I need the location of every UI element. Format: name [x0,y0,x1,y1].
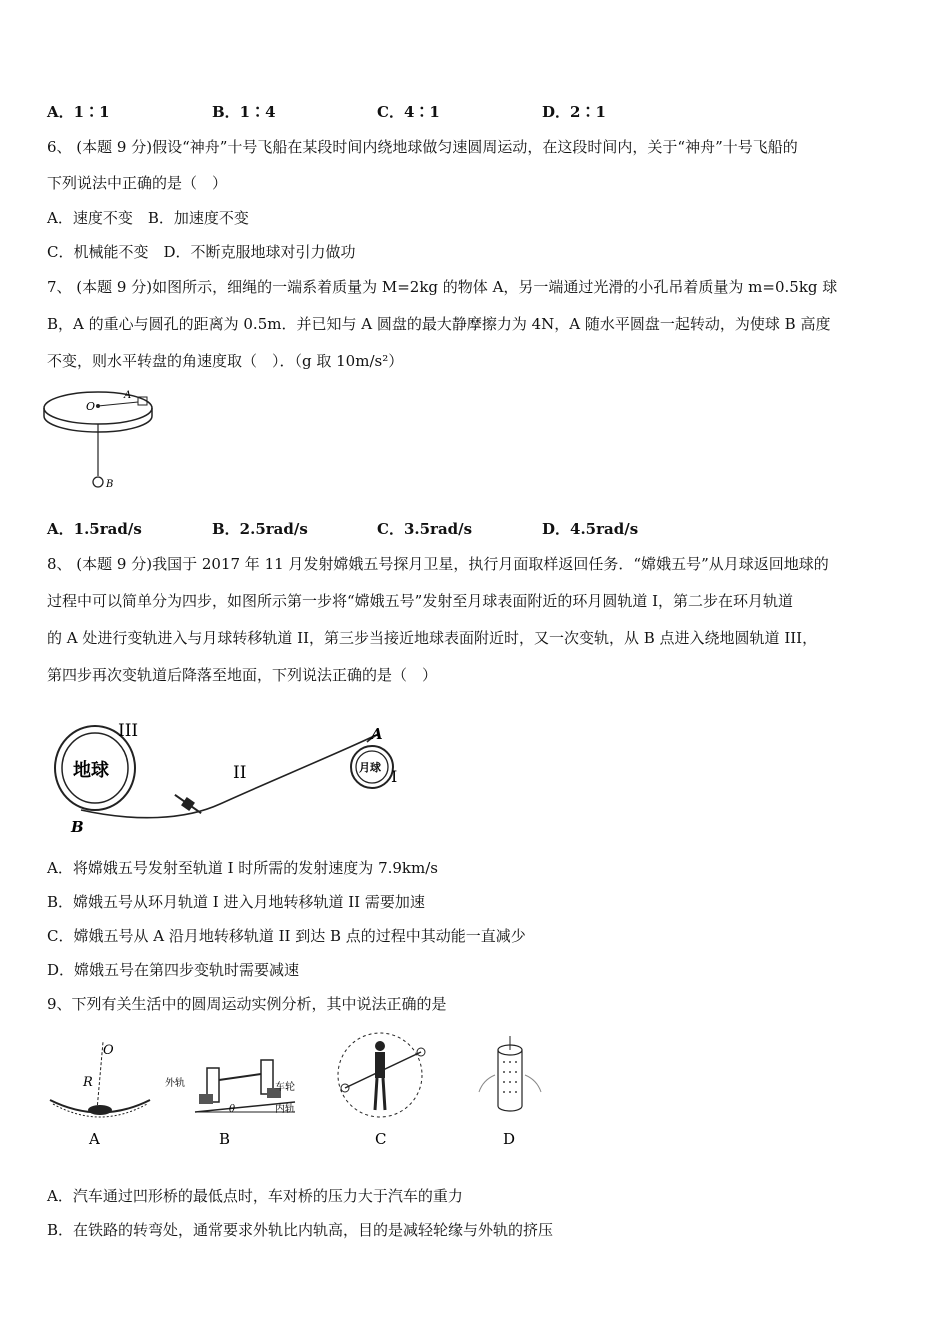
q8-option-a: A．将嫦娥五号发射至轨道 I 时所需的发射速度为 7.9km/s [47,859,438,877]
person-body-icon [375,1052,385,1078]
person-head-icon [375,1041,385,1051]
caption-d: D [503,1130,516,1148]
q8-option-b: B．嫦娥五号从环月轨道 I 进入月地转移轨道 II 需要加速 [47,893,425,911]
moon-label: 月球 [359,761,381,774]
q8-stem-line3: 的 A 处进行变轨进入与月球转移轨道 II，第三步当接近地球表面附近时，又一次变轨，从 B 点进入绕地圆轨道 III， [47,629,818,647]
label-o: O [86,400,96,413]
figure-d-dryer [479,1036,541,1148]
q6-stem-line2: 下列说法中正确的是（ ） [47,174,228,192]
q8-stem-line4: 第四步再次变轨道后降落至地面，下列说法正确的是（ ） [47,666,438,684]
q7-stem-line3: 不变，则水平转盘的角速度取（ ）．（g 取 10m/s²） [47,352,404,370]
q7-option-b: B．2.5rad/s [212,520,308,538]
inner-rail-label: 内轨 [275,1104,295,1115]
q6-stem-line1: 6、 (本题 9 分)假设“神舟”十号飞船在某段时间内绕地球做匀速圆周运动，在这段时间内，关于“神舟”十号飞船的 [47,138,798,156]
label-a: A [124,390,132,401]
theta-label: θ [229,1104,236,1115]
outer-rail-label: 外轨 [165,1078,185,1089]
caption-a: A [89,1130,100,1148]
q8-stem-line1: 8、 (本题 9 分)我国于 2017 年 11 月发射嫦娥五号探月卫星，执行月面取样返回任务．“嫦娥五号”从月球返回地球的 [47,555,829,573]
label-b: B [106,479,114,490]
car-icon [88,1105,112,1115]
q8-stem-line2: 过程中可以简单分为四步，如图所示第一步将“嫦娥五号”发射至月球表面附近的环月圆轨道 I，第二步在环月轨道 [47,592,794,610]
q7-option-c: C．3.5rad/s [377,520,473,538]
transfer-orbit-ii [81,734,378,818]
wheel-label: 车轮 [275,1082,295,1093]
orbit-i-label: I [391,767,398,786]
point-a-label: A [371,725,383,743]
q7-turntable-figure [40,380,160,495]
fig-a-label-r: R [83,1075,93,1090]
q9-figures [45,1030,565,1155]
q5-option-b: B．1∶4 [212,103,276,121]
orbit-ii-label: II [233,763,247,783]
q5-option-d: D．2∶1 [542,103,606,121]
string-to-a [98,402,138,406]
point-b-label: B [71,818,84,836]
q8-option-d: D．嫦娥五号在第四步变轨时需要减速 [47,961,300,979]
fig-a-label-o: O [103,1043,114,1058]
q9-option-a: A．汽车通过凹形桥的最低点时，车对桥的压力大于汽车的重力 [47,1187,463,1205]
q8-option-c: C．嫦娥五号从 A 沿月地转移轨道 II 到达 B 点的过程中其动能一直减少 [47,927,526,945]
q5-option-c: C．4∶1 [377,103,440,121]
q8-orbit-figure [45,712,425,842]
q7-option-a: A．1.5rad/s [47,520,142,538]
ball-b [93,477,103,487]
q9-option-b: B．在铁路的转弯处，通常要求外轨比内轨高，目的是减轻轮缘与外轨的挤压 [47,1221,554,1239]
orbit-iii-label: III [118,721,139,741]
q6-options-ab: A．速度不变 B．加速度不变 [47,209,249,227]
caption-b: B [219,1130,231,1148]
q7-stem-line2: B，A 的重心与圆孔的距离为 0.5m．并已知与 A 圆盘的最大静摩擦力为 4N，A 随水平圆盘一起转动，为使球 B 高度 [47,315,831,333]
caption-c: C [375,1130,387,1148]
q7-option-d: D．4.5rad/s [542,520,639,538]
q7-stem-line1: 7、 (本题 9 分)如图所示，细绳的一端系着质量为 M=2kg 的物体 A，另一端通过光滑的小孔吊着质量为 m=0.5kg 球 [47,278,838,296]
q5-option-a: A．1∶1 [47,103,110,121]
earth-label: 地球 [73,760,109,781]
figure-c-swing [338,1033,425,1148]
q9-stem-line1: 9、下列有关生活中的圆周运动实例分析，其中说法正确的是 [47,995,447,1013]
figure-a-concave-bridge [50,1042,150,1148]
figure-b-railway [165,1060,295,1148]
q6-options-cd: C．机械能不变 D．不断克服地球对引力做功 [47,243,356,261]
